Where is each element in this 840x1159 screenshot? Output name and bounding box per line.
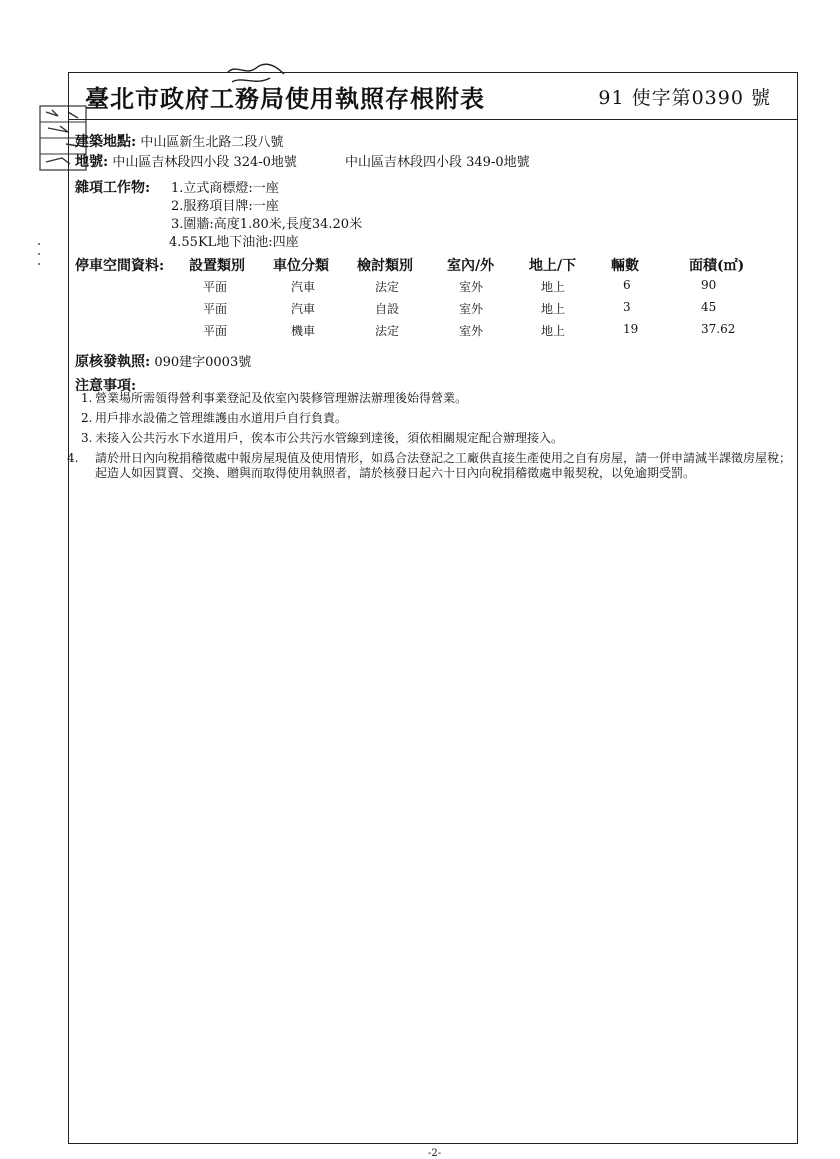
parking-cell: 地上 — [541, 324, 566, 338]
margin-dots — [36, 240, 42, 270]
misc-works-item: 2.服務項目牌:一座 — [171, 199, 279, 214]
parking-cell: 3 — [623, 300, 631, 314]
page-number: -2- — [428, 1148, 442, 1159]
parking-cell: 19 — [623, 322, 639, 336]
parking-cell: 平面 — [203, 324, 228, 338]
parking-col-header: 設置類別 — [189, 258, 245, 274]
note-item — [81, 391, 791, 406]
parking-cell: 90 — [701, 278, 717, 292]
parking-col-header: 輛數 — [611, 258, 639, 274]
misc-works-item: 3.圍牆:高度1.80米,長度34.20米 — [171, 217, 363, 232]
misc-works-label: 雜項工作物: — [75, 180, 151, 196]
parking-cell: 室外 — [459, 280, 484, 294]
address-line — [75, 131, 283, 151]
note-number: 3. — [81, 431, 93, 445]
parking-col-header: 室內/外 — [447, 258, 495, 274]
parking-col-header: 面積(㎡) — [689, 258, 745, 274]
note-item — [81, 431, 791, 446]
original-permit-value: 090建字0003號 — [154, 355, 252, 370]
address-label: 建築地點: — [75, 134, 137, 150]
note-text: 未接入公共污水下水道用戶，俟本市公共污水管線到達後，須依相關規定配合辦理接入。 — [95, 431, 564, 445]
misc-works-item: 4.55KL地下油池:四座 — [169, 235, 299, 250]
note-item — [81, 411, 791, 426]
note-number: 2. — [81, 411, 93, 425]
parking-cell: 45 — [701, 300, 717, 314]
address-value: 中山區新生北路二段八號 — [140, 135, 284, 150]
misc-works-item: 1.立式商標燈:一座 — [171, 181, 279, 196]
note-text: 請於卅日內向稅捐稽徵處中報房屋現值及使用情形，如爲合法登記之工廠供直接生產使用之自有房屋，請一併申請減半課徵房屋稅；起造人如因買賣、交換、贈與而取得使用執照者，請於核發日起六十日內向稅捐稽徵處申報契稅，以免逾期受罰。 — [95, 451, 792, 480]
parking-label: 停車空間資料: — [75, 258, 165, 274]
parking-cell: 平面 — [203, 280, 228, 294]
note-number: 1. — [81, 391, 93, 405]
permit-number: 91 使字第0390 號 — [598, 87, 771, 109]
parking-cell: 室外 — [459, 324, 484, 338]
parking-col-header: 地上/下 — [529, 258, 577, 274]
lot-line — [75, 151, 297, 171]
parking-cell: 地上 — [541, 280, 566, 294]
notes-label: 注意事項: — [75, 378, 137, 394]
parking-cell: 汽車 — [291, 280, 316, 294]
parking-cell: 平面 — [203, 302, 228, 316]
note-item — [67, 451, 792, 481]
parking-cell: 法定 — [375, 324, 400, 338]
parking-cell: 室外 — [459, 302, 484, 316]
original-permit-line — [75, 351, 251, 371]
title-row — [69, 73, 797, 120]
parking-cell: 機車 — [291, 324, 316, 338]
note-number: 4. — [67, 451, 79, 465]
document-frame — [68, 72, 798, 1144]
note-text: 用戶排水設備之管理維護由水道用戶自行負責。 — [95, 411, 348, 425]
parking-col-header: 車位分類 — [273, 258, 329, 274]
parking-cell: 法定 — [375, 280, 400, 294]
note-text: 營業場所需領得營利事業登記及依室內裝修管理辦法辦理後始得營業。 — [95, 391, 468, 405]
parking-col-header: 檢討類別 — [357, 258, 413, 274]
parking-cell: 地上 — [541, 302, 566, 316]
lot-value-2: 中山區吉林段四小段 349-0地號 — [345, 155, 530, 170]
original-permit-label: 原核發執照: — [75, 354, 151, 370]
parking-cell: 自設 — [375, 302, 400, 316]
parking-cell: 6 — [623, 278, 631, 292]
document-title: 臺北市政府工務局使用執照存根附表 — [85, 84, 485, 113]
lot-value-1: 中山區吉林段四小段 324-0地號 — [112, 155, 297, 170]
lot-label: 地號: — [75, 154, 109, 170]
parking-cell: 37.62 — [701, 322, 736, 336]
parking-cell: 汽車 — [291, 302, 316, 316]
